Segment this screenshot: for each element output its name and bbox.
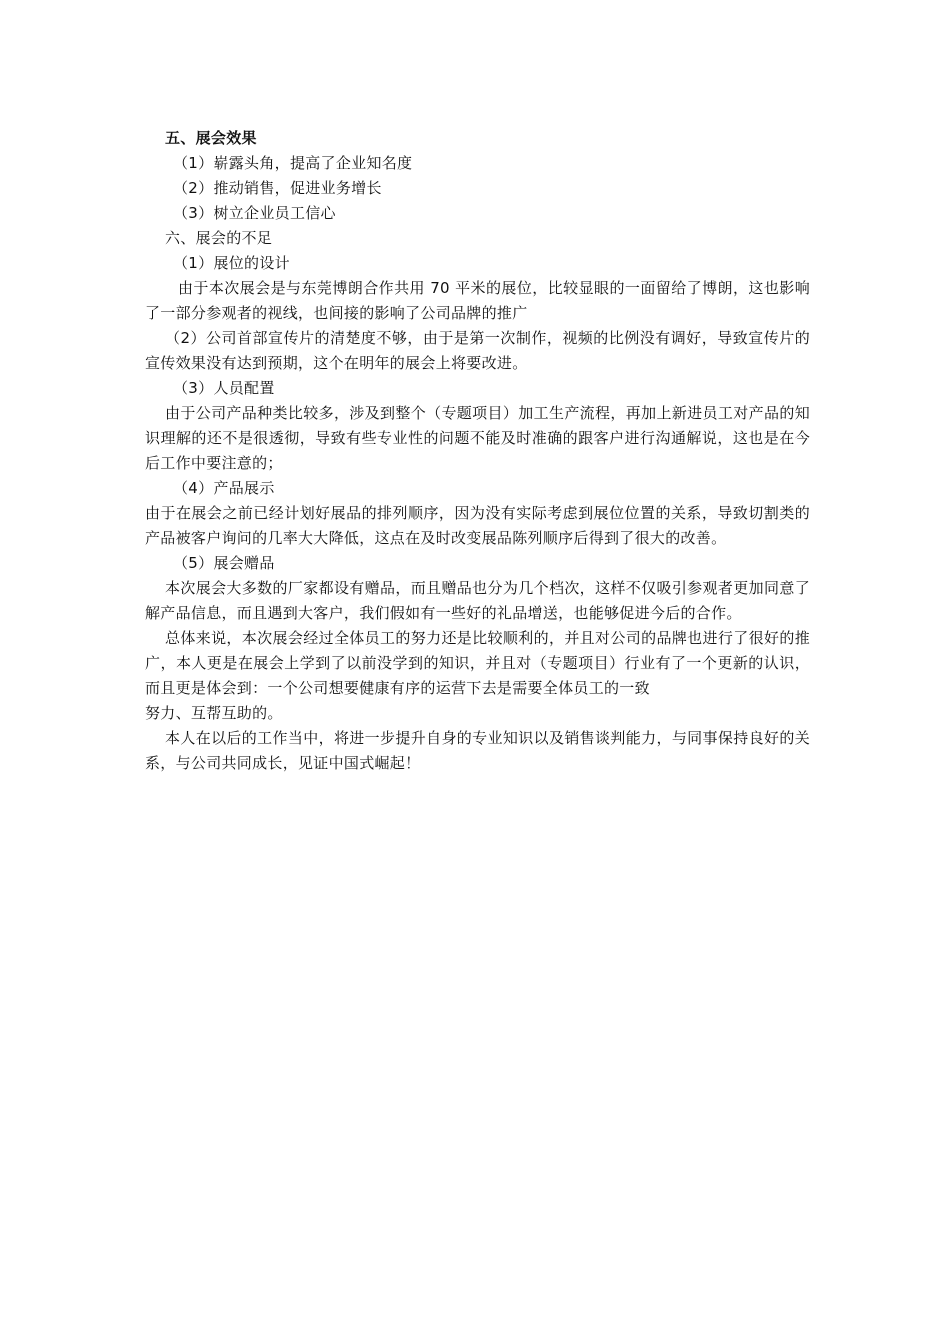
section-5-item-1: （1）崭露头角，提高了企业知名度 [173, 154, 413, 172]
subsection-2-paragraph: （2）公司首部宣传片的清楚度不够，由于是第一次制作，视频的比例没有调好，导致宣传片的宣传效果没有达到预期，这个在明年的展会上将要改进。 [145, 329, 810, 372]
section-5-heading: 五、展会效果 [165, 129, 257, 147]
subsection-3-title: （3）人员配置 [173, 379, 275, 397]
subsection-3-paragraph: 由于公司产品种类比较多，涉及到整个（专题项目）加工生产流程，再加上新进员工对产品的知识理解的还不是很透彻，导致有些专业性的问题不能及时准确的跟客户进行沟通解说，这也是在今后工作中要注意的； [145, 404, 810, 472]
closing-paragraph: 本人在以后的工作当中，将进一步提升自身的专业知识以及销售谈判能力，与同事保持良好的关系，与公司共同成长，见证中国式崛起！ [145, 729, 810, 772]
summary-paragraph-tail: 努力、互帮互助的。 [145, 704, 283, 722]
subsection-1-title: （1）展位的设计 [173, 254, 290, 272]
subsection-5-paragraph: 本次展会大多数的厂家都设有赠品，而且赠品也分为几个档次，这样不仅吸引参观者更加同意了解产品信息，而且遇到大客户，我们假如有一些好的礼品增送，也能够促进今后的合作。 [145, 579, 810, 622]
section-5-item-3: （3）树立企业员工信心 [173, 204, 336, 222]
subsection-1-paragraph: 由于本次展会是与东莞博朗合作共用 70 平米的展位，比较显眼的一面留给了博朗，这也影响了一部分参观者的视线，也间接的影响了公司品牌的推广 [145, 279, 810, 322]
subsection-4-paragraph: 由于在展会之前已经计划好展品的排列顺序，因为没有实际考虑到展位位置的关系，导致切割类的产品被客户询问的几率大大降低，这点在及时改变展品陈列顺序后得到了很大的改善。 [145, 504, 810, 547]
document-body [145, 126, 810, 776]
section-6-heading: 六、展会的不足 [165, 229, 273, 247]
section-5-item-2: （2）推动销售，促进业务增长 [173, 179, 382, 197]
subsection-4-title: （4）产品展示 [173, 479, 275, 497]
summary-paragraph: 总体来说，本次展会经过全体员工的努力还是比较顺利的，并且对公司的品牌也进行了很好的推广，本人更是在展会上学到了以前没学到的知识，并且对（专题项目）行业有了一个更新的认识，而且更是体会到：一个公司想要健康有序的运营下去是需要全体员工的一致 [145, 629, 810, 697]
subsection-5-title: （5）展会赠品 [173, 554, 275, 572]
